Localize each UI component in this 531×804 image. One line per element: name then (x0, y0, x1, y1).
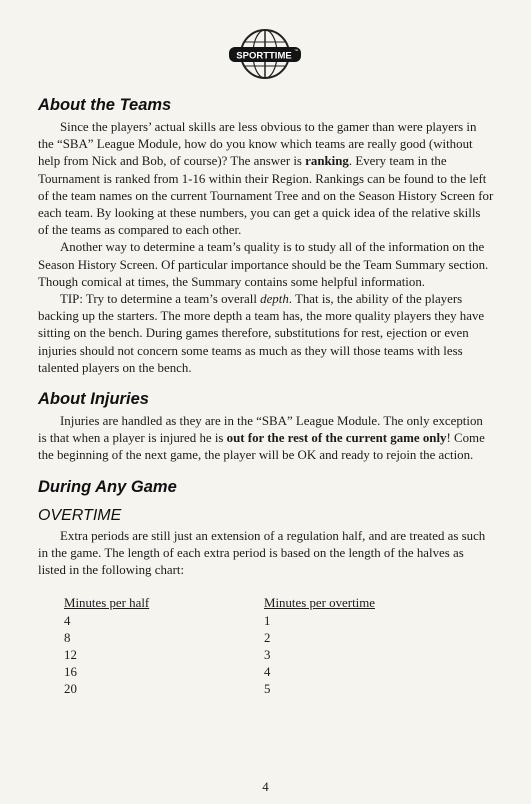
table-cell: 16 (64, 665, 77, 680)
page-content (38, 94, 494, 709)
header-minutes-per-half: Minutes per half (64, 596, 150, 611)
teams-paragraph-3 (38, 291, 494, 377)
injuries-p1-bold: out for the rest of the current game only (226, 431, 447, 446)
logo-text: SPORTTIME (236, 50, 292, 62)
teams-paragraph-1 (38, 119, 494, 239)
teams-p1-ranking: ranking (305, 154, 349, 169)
teams-p1-a: Since the players’ actual skills are less obvious to the gamer than were players in the “SBA” League Module, how do you know which teams are really good (without help from Nick and Bob, of course)? The answer is (38, 120, 477, 169)
table-cell: 1 (264, 614, 271, 629)
table-row (38, 647, 464, 664)
table-cell: 3 (264, 648, 271, 663)
section-during-any-game (38, 476, 494, 699)
overtime-table (38, 595, 464, 698)
heading-about-teams: About the Teams (38, 96, 172, 114)
injuries-paragraph-1 (38, 413, 494, 465)
table-header-row (38, 595, 464, 613)
subheading-overtime: OVERTIME (38, 506, 122, 524)
table-cell: 8 (64, 631, 71, 646)
table-cell: 20 (64, 682, 77, 697)
overtime-paragraph: Extra periods are still just an extension of a regulation half, and are treated as such in the game. The length of each extra period is based on the length of the halves as listed in the following chart: (38, 528, 486, 578)
table-cell: 5 (264, 682, 271, 697)
table-row (38, 681, 464, 698)
injuries-p1-a: Injuries are handled as they are in the “SBA” League Module. The only exception is that when a player is injured he is (38, 414, 483, 446)
table-cell: 4 (264, 665, 271, 680)
heading-during-any-game: During Any Game (38, 477, 177, 496)
table-row (38, 630, 464, 647)
table-row (38, 613, 464, 630)
teams-p3-c: . That is, the ability of the players backing up the starters. The more depth a team has, the more quality players they have sitting on the bench. During games therefore, substitutions for rest, ejection or even injuries should not concern some teams as much as they will those teams with less talented players on the bench. (38, 292, 485, 375)
section-about-teams (38, 94, 494, 377)
sporttime-logo (223, 18, 307, 90)
table-cell: 2 (264, 631, 271, 646)
table-cell: 12 (64, 648, 77, 663)
table-cell: 4 (64, 614, 71, 629)
heading-about-injuries: About Injuries (38, 390, 149, 409)
section-about-injuries (38, 388, 494, 465)
teams-p3-depth: depth (260, 292, 289, 307)
sporttime-logo-graphic (223, 18, 307, 90)
teams-paragraph-2: Another way to determine a team’s quality is to study all of the information on the Season History Screen. Of particular importance should be the Team Summary section. Though comical at times, the Summary contains some helpful information. (38, 240, 489, 289)
logo-tm: ™ (294, 48, 298, 53)
page-number: 4 (262, 780, 269, 794)
injuries-p1-c: ! Come the beginning of the next game, the player will be OK and ready to rejoin the action. (38, 431, 485, 463)
teams-p1-c: . Every team in the Tournament is ranked from 1-16 within their Region. Rankings can be found to the left of the team names on the current Tournament Tree and on the Season History Screen for each team. By looking at these numbers, you can get a quick idea of the relative skills of the teams as compared to each other. (38, 154, 494, 238)
teams-p3-a: TIP: Try to determine a team’s overall (60, 292, 261, 307)
header-minutes-per-overtime: Minutes per overtime (264, 596, 375, 611)
table-row (38, 664, 464, 681)
